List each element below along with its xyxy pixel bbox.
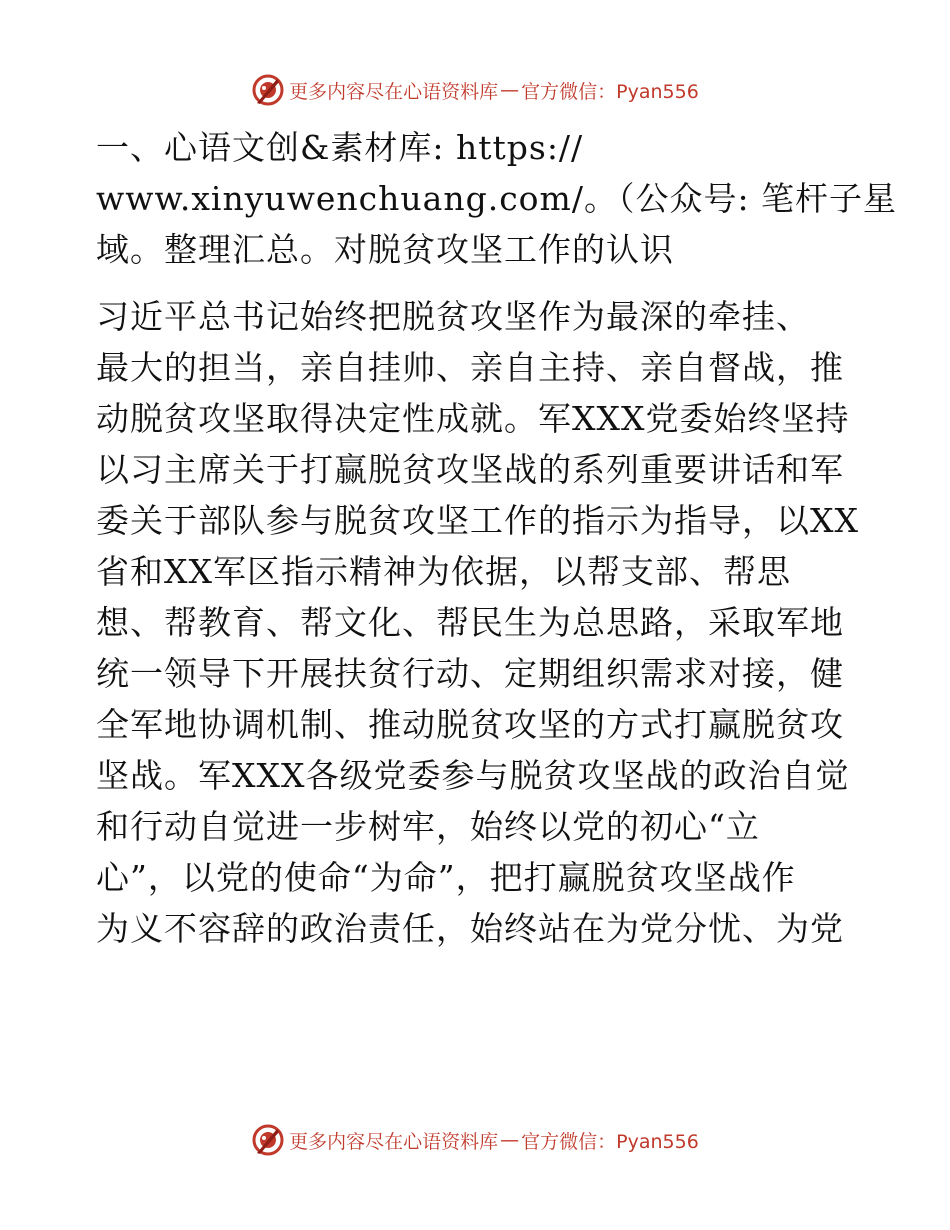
document-heading [96, 122, 898, 275]
paragraph-line: 和行动自觉进一步树牢，始终以党的初心“立 [96, 807, 760, 846]
footer-banner [0, 1120, 950, 1160]
header-banner [0, 70, 950, 110]
paragraph-line: 省和XX军区指示精神为依据，以帮支部、帮思 [96, 552, 791, 591]
paragraph-line: 动脱贫攻坚取得决定性成就。军XXX党委始终坚持 [96, 399, 850, 438]
heading-line: 一、心语文创&素材库: https:// [96, 128, 584, 167]
quill-seal-icon [251, 73, 285, 107]
footer-official-account: 官方微信：Pyan556 [521, 1130, 699, 1153]
footer-brand-text: 更多内容尽在心语资料库 [289, 1130, 499, 1153]
paragraph-line: 全军地协调机制、推动脱贫攻坚的方式打赢脱贫攻 [96, 705, 844, 744]
paragraph-gap [96, 275, 866, 291]
paragraph-line: 心”，以党的使命“为命”，把打赢脱贫攻坚战作 [96, 858, 796, 897]
heading-line: 域。整理汇总。对脱贫攻坚工作的认识 [96, 230, 674, 269]
footer-separator: — [500, 1129, 520, 1151]
header-separator: — [500, 79, 520, 101]
paragraph-line: 想、帮教育、帮文化、帮民生为总思路，采取军地 [96, 603, 844, 642]
header-official-account: 官方微信：Pyan556 [521, 80, 699, 103]
paragraph-line: 统一领导下开展扶贫行动、定期组织需求对接，健 [96, 654, 844, 693]
paragraph-line: 为义不容辞的政治责任，始终站在为党分忧、为党 [96, 909, 844, 948]
document-paragraph [96, 291, 866, 954]
paragraph-line: 最大的担当，亲自挂帅、亲自主持、亲自督战，推 [96, 348, 844, 387]
heading-line: www.xinyuwenchuang.com/。（公众号: 笔杆子星 [96, 179, 898, 218]
header-brand-text: 更多内容尽在心语资料库 [289, 80, 499, 103]
quill-seal-icon [251, 1123, 285, 1157]
document-body [96, 122, 898, 954]
paragraph-line: 坚战。军XXX各级党委参与脱贫攻坚战的政治自觉 [96, 756, 850, 795]
paragraph-line: 委关于部队参与脱贫攻坚工作的指示为指导，以XX [96, 501, 859, 540]
paragraph-line: 以习主席关于打赢脱贫攻坚战的系列重要讲话和军 [96, 450, 844, 489]
paragraph-line: 习近平总书记始终把脱贫攻坚作为最深的牵挂、 [96, 297, 810, 336]
